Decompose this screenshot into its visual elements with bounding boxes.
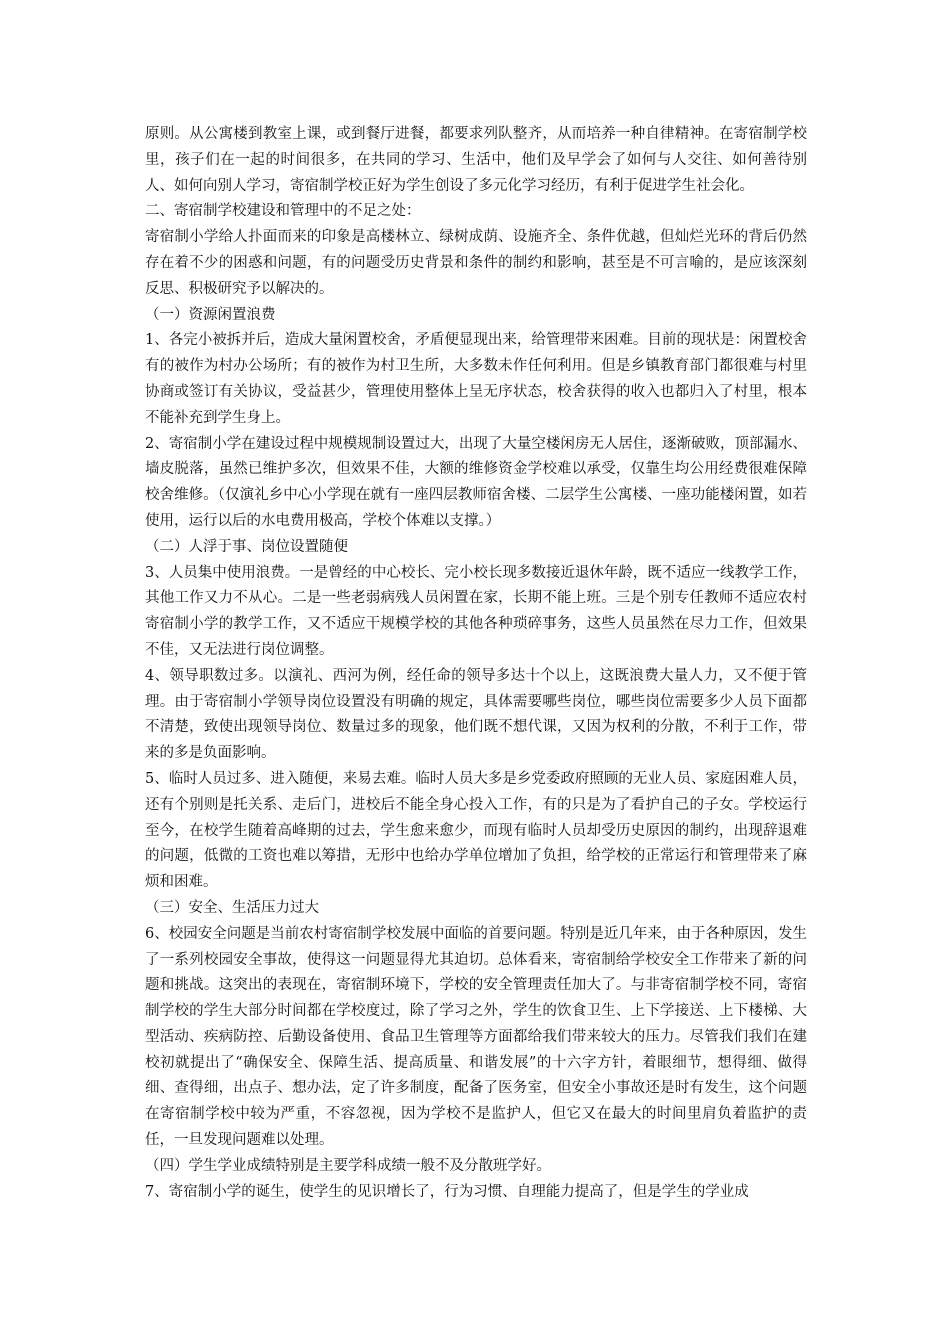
paragraph-item-5: 5、临时人员过多、进入随便，来易去难。临时人员大多是乡党委政府照顾的无业人员、家庭困难人员，还有个别则是托关系、走后门，进校后不能全身心投入工作，有的只是为了看护自己的子女。学校运行至今，在校学生随着高峰期的过去，学生愈来愈少，而现有临时人员却受历史原因的制约，出现辞退难的问题，低微的工资也难以筹措，无形中也给办学单位增加了负担，给学校的正常运行和管理带来了麻烦和困难。 — [145, 770, 807, 891]
paragraph-item-2: 2、寄宿制小学在建设过程中规模规制设置过大，出现了大量空楼闲房无人居住，逐渐破败，顶部漏水、墙皮脱落，虽然已维护多次，但效果不佳，大额的维修资金学校难以承受，仅靠生均公用经费很难保障校舍维修。（仅演礼乡中心小学现在就有一座四层教师宿舍楼、二层学生公寓楼、一座功能楼闲置，如若使用，运行以后的水电费用极高，学校个体难以支撑。） — [145, 435, 807, 529]
paragraph-item-7: 7、寄宿制小学的诞生，使学生的见识增长了，行为习惯、自理能力提高了，但是学生的学业成 — [145, 1183, 749, 1200]
paragraph-intro-continued: 原则。从公寓楼到教室上课，或到餐厅进餐，都要求列队整齐，从而培养一种自律精神。在寄宿制学校里，孩子们在一起的时间很多，在共同的学习、生活中，他们及早学会了如何与人交往、如何善待别人、如何向别人学习，寄宿制学校正好为学生创设了多元化学习经历，有利于促进学生社会化。 — [145, 126, 807, 194]
paragraph-item-4: 4、领导职数过多。以演礼、西河为例，经任命的领导多达十个以上，这既浪费大量人力，又不便于管理。由于寄宿制小学领导岗位设置没有明确的规定，具体需要哪些岗位，哪些岗位需要多少人员下面都不清楚，致使出现领导岗位、数量过多的现象，他们既不想代课，又因为权利的分散，不利于工作，带来的多是负面影响。 — [145, 667, 807, 762]
subheading-3: （三）安全、生活压力过大 — [145, 899, 319, 916]
paragraph-item-6: 6、校园安全问题是当前农村寄宿制学校发展中面临的首要问题。特别是近几年来，由于各种原因，发生了一系列校园安全事故，使得这一问题显得尤其迫切。总体看来，寄宿制给学校安全工作带来了新的问题和挑战。这突出的表现在，寄宿制环境下，学校的安全管理责任加大了。与非寄宿制学校不同，寄宿制学校的学生大部分时间都在学校度过，除了学习之外，学生的饮食卫生、上下学接送、上下楼梯、大型活动、疾病防控、后勤设备使用、食品卫生管理等方面都给我们带来较大的压力。尽管我们我们在建校初就提出了“确保安全、保障生活、提高质量、和谐发展”的十六字方针，着眼细节，想得细、做得细、查得细，出点子、想办法，定了许多制度，配备了医务室，但安全小事故还是时有发生，这个问题在寄宿制学校中较为严重，不容忽视，因为学校不是监护人，但它又在最大的时间里肩负着监护的责任，一旦发现问题难以处理。 — [145, 925, 807, 1149]
paragraph-overview: 寄宿制小学给人扑面而来的印象是高楼林立、绿树成荫、设施齐全、条件优越，但灿烂光环的背后仍然存在着不少的困惑和问题，有的问题受历史背景和条件的制约和影响，甚至是不可言喻的，是应该深刻反思、积极研究予以解决的。 — [145, 229, 807, 297]
section-heading-2: 二、寄宿制学校建设和管理中的不足之处： — [145, 203, 421, 220]
document-page — [145, 122, 807, 1205]
subheading-4: （四）学生学业成绩特别是主要学科成绩一般不及分散班学好。 — [145, 1157, 551, 1174]
paragraph-item-1: 1、各完小被拆并后，造成大量闲置校舍，矛盾便显现出来，给管理带来困难。目前的现状是：闲置校舍有的被作为村办公场所；有的被作为村卫生所，大多数未作任何利用。但是乡镇教育部门都很难与村里协商或签订有关协议，受益甚少，管理使用整体上呈无序状态，校舍获得的收入也都归入了村里，根本不能补充到学生身上。 — [145, 332, 807, 426]
paragraph-item-3: 3、人员集中使用浪费。一是曾经的中心校长、完小校长现多数接近退休年龄，既不适应一线教学工作，其他工作又力不从心。二是一些老弱病残人员闲置在家，长期不能上班。三是个别专任教师不适应农村寄宿制小学的教学工作，又不适应干规模学校的其他各种琐碎事务，这些人员虽然在尽力工作，但效果不佳，又无法进行岗位调整。 — [145, 564, 807, 658]
subheading-1: （一）资源闲置浪费 — [145, 306, 276, 323]
subheading-2: （二）人浮于事、岗位设置随便 — [145, 538, 348, 555]
